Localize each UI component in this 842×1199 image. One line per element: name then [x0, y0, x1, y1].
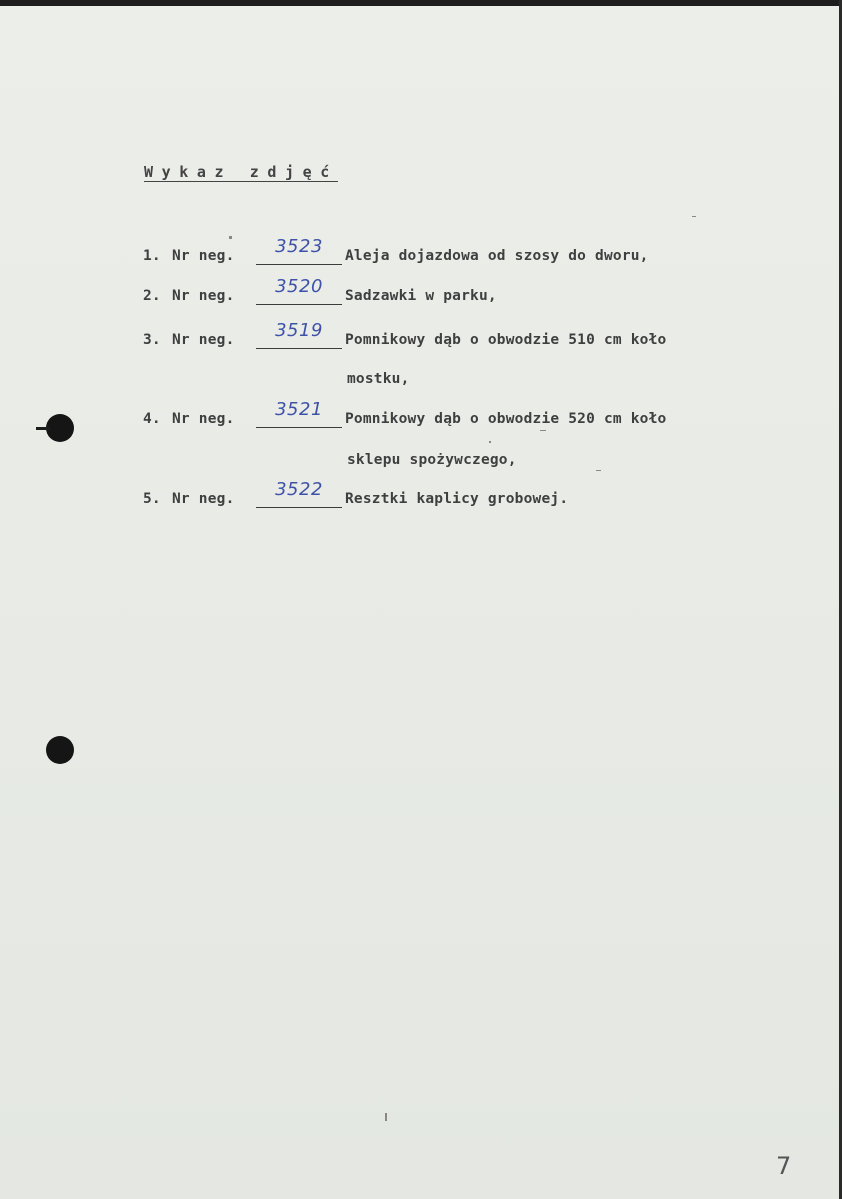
punch-hole-bottom — [46, 736, 74, 764]
negative-field — [256, 479, 342, 508]
negative-field — [256, 320, 342, 349]
negative-number: 3522 — [275, 479, 323, 500]
negative-label: Nr neg. — [172, 332, 235, 348]
punch-hole-top — [46, 414, 74, 442]
item-number: 5. — [143, 491, 161, 507]
paper-speck — [229, 236, 232, 239]
list-item — [0, 479, 842, 515]
list-item — [0, 399, 842, 435]
item-number: 3. — [143, 332, 161, 348]
document-title: Wykaz zdjęć — [144, 163, 338, 181]
paper-speck — [692, 216, 696, 217]
item-number: 2. — [143, 288, 161, 304]
list-item — [0, 276, 842, 312]
item-description: Aleja dojazdowa od szosy do dworu, — [345, 248, 649, 264]
scan-top-edge — [0, 0, 842, 6]
item-description: Resztki kaplicy grobowej. — [345, 491, 569, 507]
item-description: Pomnikowy dąb o obwodzie 520 cm koło — [345, 411, 667, 427]
list-item — [0, 236, 842, 272]
paper-speck — [540, 430, 546, 431]
negative-number: 3521 — [275, 399, 323, 420]
negative-field — [256, 236, 342, 265]
negative-number: 3523 — [275, 236, 323, 257]
negative-label: Nr neg. — [172, 288, 235, 304]
page-mark: 7 — [776, 1152, 792, 1180]
negative-field — [256, 399, 342, 428]
item-description-continuation: mostku, — [347, 371, 410, 387]
punch-hole-mark — [36, 427, 50, 430]
item-number: 1. — [143, 248, 161, 264]
negative-number: 3520 — [275, 276, 323, 297]
negative-label: Nr neg. — [172, 411, 235, 427]
paper-speck — [596, 470, 601, 471]
negative-field — [256, 276, 342, 305]
item-description: Sadzawki w parku, — [345, 288, 497, 304]
item-number: 4. — [143, 411, 161, 427]
list-item — [0, 320, 842, 356]
item-description-continuation: sklepu spożywczego, — [347, 452, 517, 468]
paper-speck — [489, 441, 491, 443]
negative-number: 3519 — [275, 320, 323, 341]
item-description: Pomnikowy dąb o obwodzie 510 cm koło — [345, 332, 667, 348]
paper-speck — [385, 1113, 387, 1121]
negative-label: Nr neg. — [172, 491, 235, 507]
negative-label: Nr neg. — [172, 248, 235, 264]
